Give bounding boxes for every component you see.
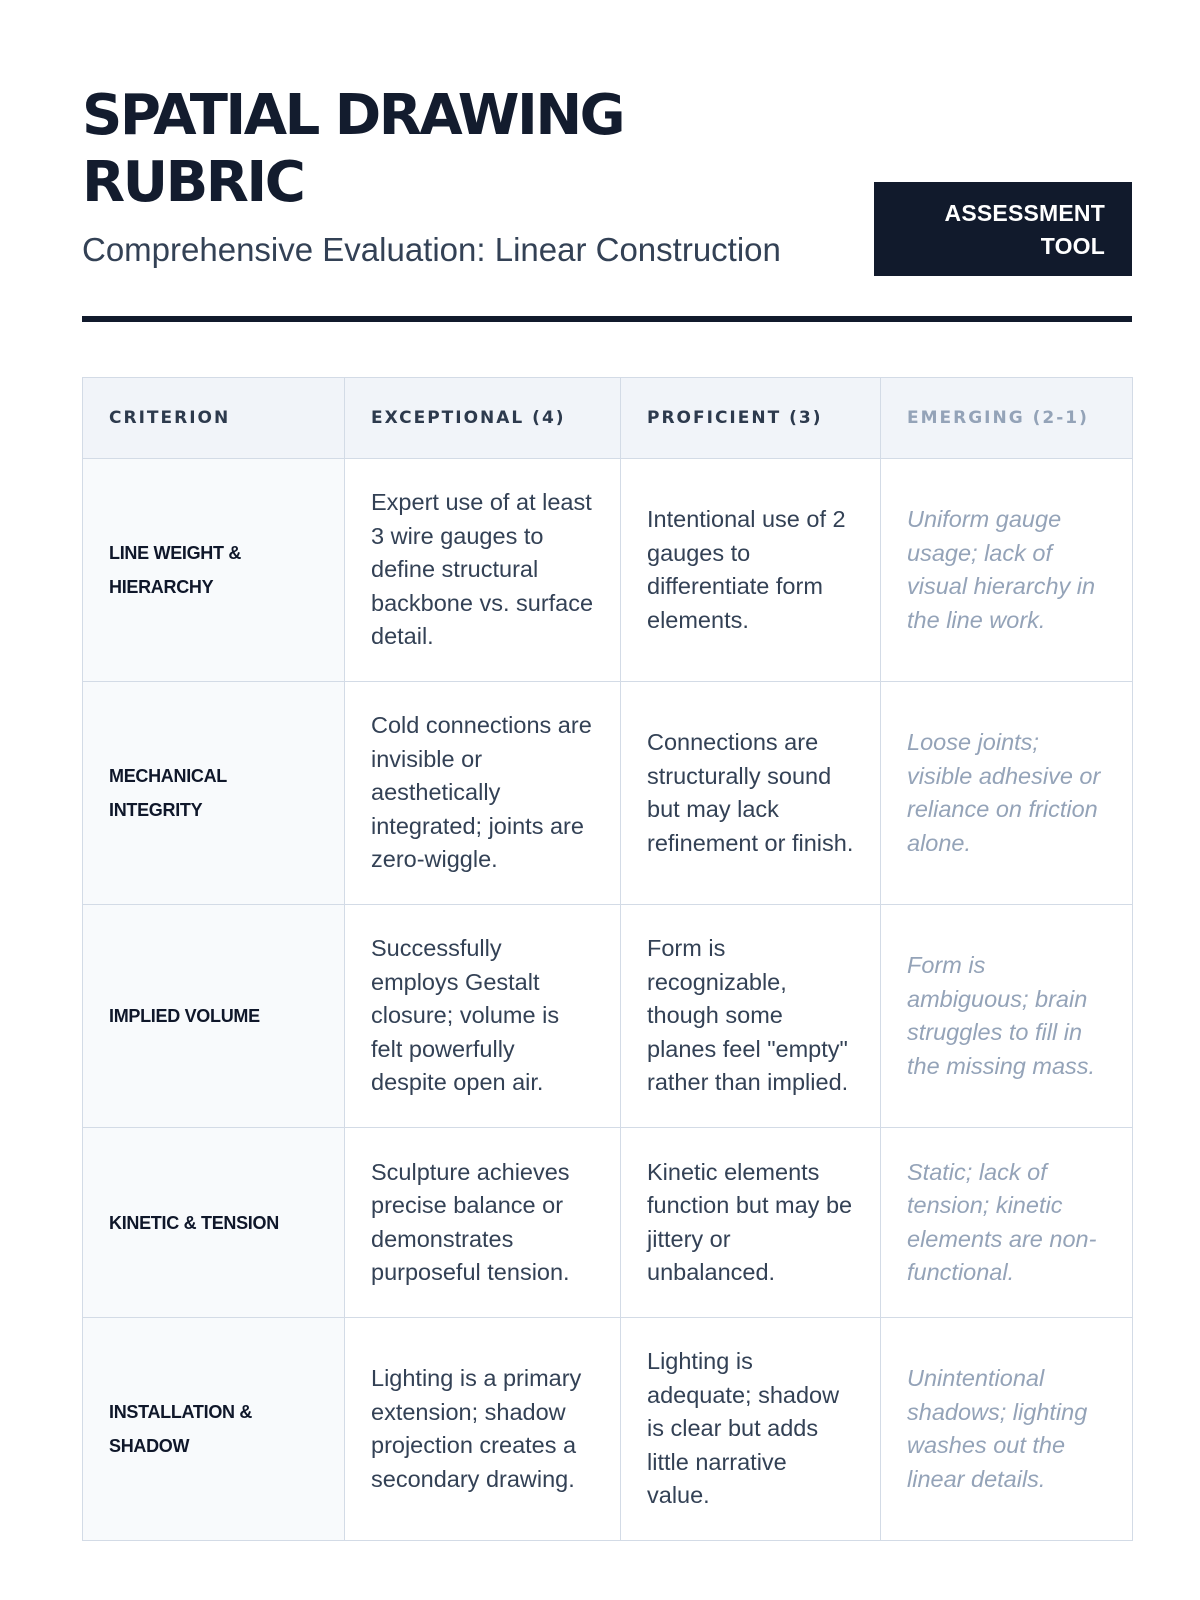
table-row — [83, 682, 1133, 905]
rubric-document — [82, 0, 1132, 1509]
proficient-cell: Form is recognizable, though some planes feel "empty" rather than implied. — [621, 905, 881, 1128]
table-row — [83, 1318, 1133, 1541]
criterion-cell: INSTALLATION & SHADOW — [83, 1318, 345, 1541]
exceptional-cell: Expert use of at least 3 wire gauges to define structural backbone vs. surface detail. — [345, 459, 621, 682]
table-header-row — [83, 378, 1133, 459]
column-header-emerging: EMERGING (2-1) — [881, 378, 1133, 459]
table-row — [83, 459, 1133, 682]
emerging-cell: Unintentional shadows; lighting washes out the linear details. — [881, 1318, 1133, 1541]
proficient-cell: Intentional use of 2 gauges to differentiate form elements. — [621, 459, 881, 682]
emerging-cell: Static; lack of tension; kinetic elements are non-functional. — [881, 1128, 1133, 1318]
exceptional-cell: Successfully employs Gestalt closure; volume is felt powerfully despite open air. — [345, 905, 621, 1128]
table-row — [83, 905, 1133, 1128]
exceptional-cell: Sculpture achieves precise balance or demonstrates purposeful tension. — [345, 1128, 621, 1318]
column-header-proficient: PROFICIENT (3) — [621, 378, 881, 459]
rubric-table — [82, 377, 1133, 1541]
criterion-cell: KINETIC & TENSION — [83, 1128, 345, 1318]
criterion-cell: IMPLIED VOLUME — [83, 905, 345, 1128]
proficient-cell: Lighting is adequate; shadow is clear but adds little narrative value. — [621, 1318, 881, 1541]
table-row — [83, 1128, 1133, 1318]
emerging-cell: Loose joints; visible adhesive or reliance on friction alone. — [881, 682, 1133, 905]
column-header-criterion: CRITERION — [83, 378, 345, 459]
column-header-exceptional: EXCEPTIONAL (4) — [345, 378, 621, 459]
exceptional-cell: Lighting is a primary extension; shadow projection creates a secondary drawing. — [345, 1318, 621, 1541]
criterion-cell: MECHANICAL INTEGRITY — [83, 682, 345, 905]
emerging-cell: Uniform gauge usage; lack of visual hierarchy in the line work. — [881, 459, 1133, 682]
page-title: SPATIAL DRAWING RUBRIC — [82, 83, 624, 215]
emerging-cell: Form is ambiguous; brain struggles to fill in the missing mass. — [881, 905, 1133, 1128]
criterion-cell: LINE WEIGHT & HIERARCHY — [83, 459, 345, 682]
header-divider — [82, 316, 1132, 322]
proficient-cell: Connections are structurally sound but may lack refinement or finish. — [621, 682, 881, 905]
exceptional-cell: Cold connections are invisible or aesthetically integrated; joints are zero-wiggle. — [345, 682, 621, 905]
proficient-cell: Kinetic elements function but may be jittery or unbalanced. — [621, 1128, 881, 1318]
document-header — [82, 0, 1132, 324]
assessment-tool-badge: ASSESSMENT TOOL — [874, 182, 1132, 276]
page-subtitle: Comprehensive Evaluation: Linear Construction — [82, 231, 781, 268]
